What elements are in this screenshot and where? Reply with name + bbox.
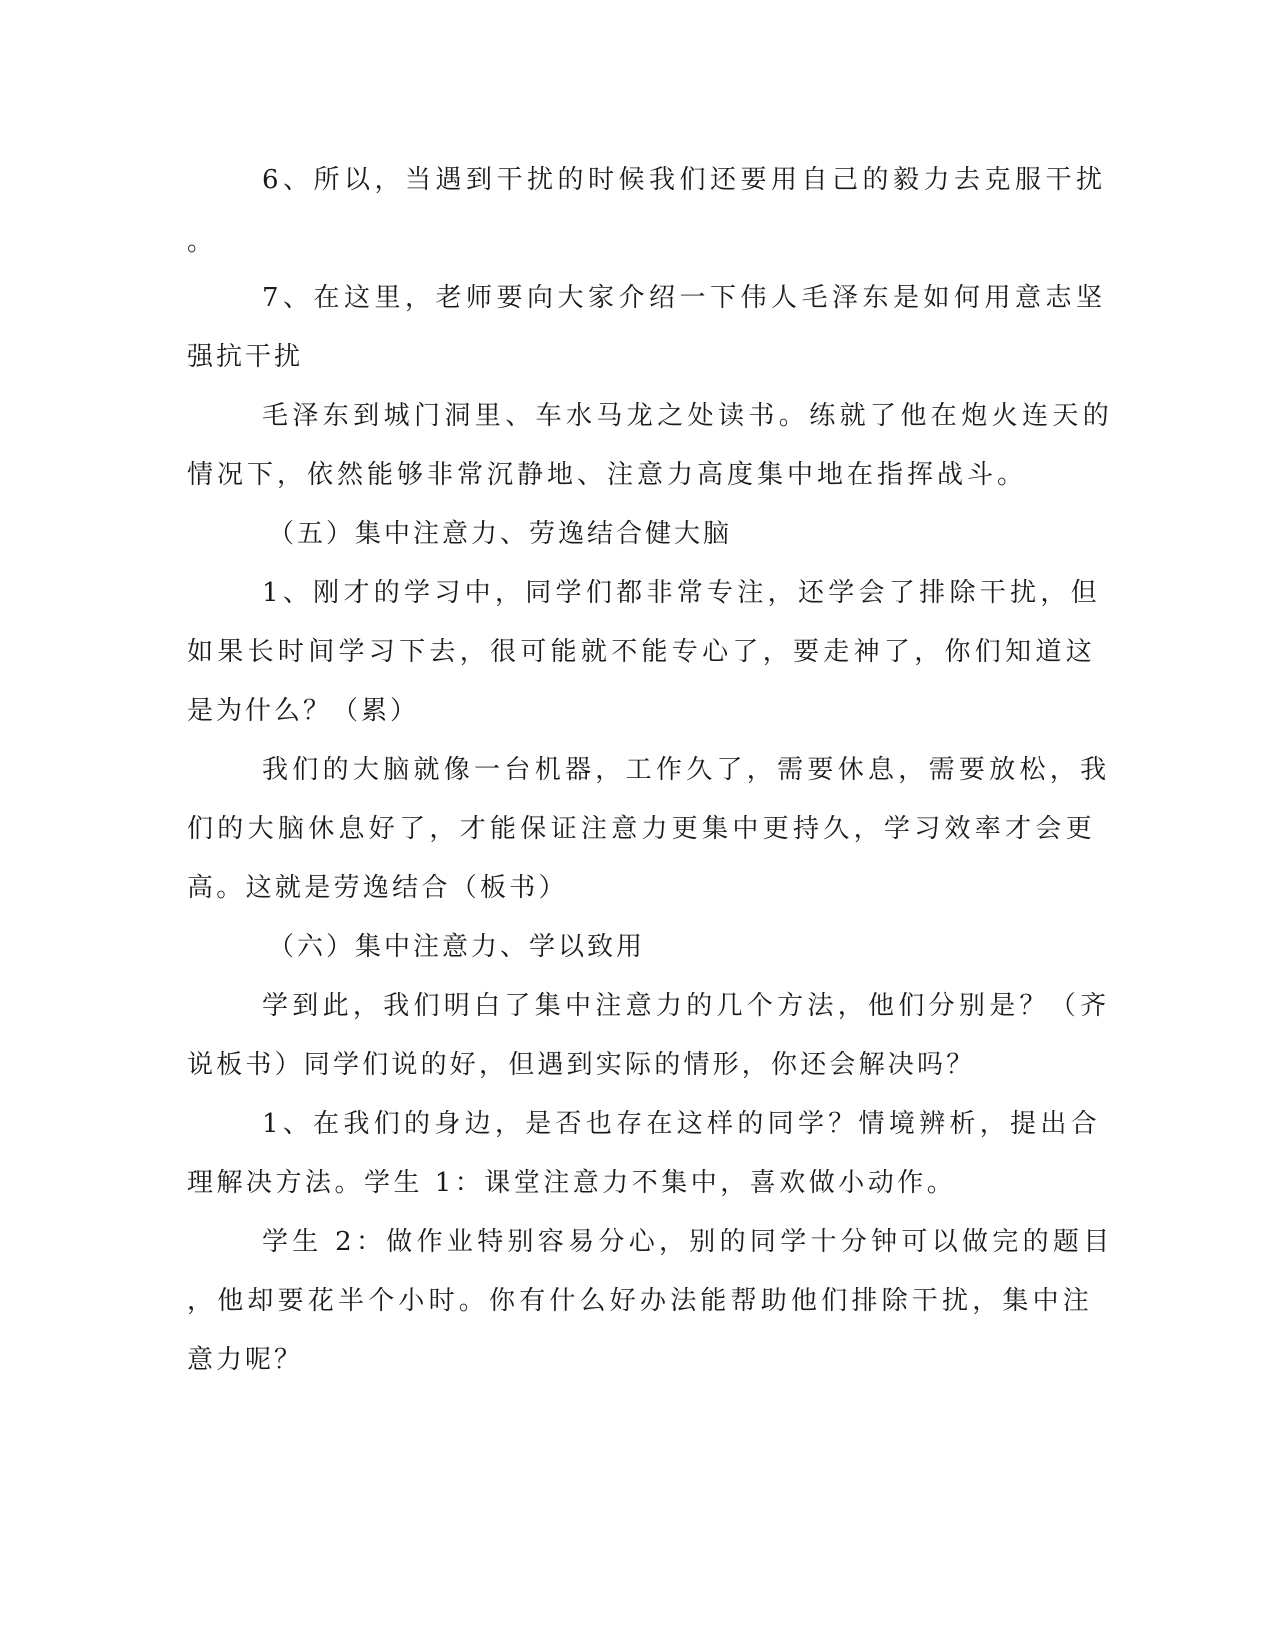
heading-text: （六）集中注意力、学以致用 xyxy=(268,932,646,962)
line-text: 是为什么？（累） xyxy=(187,696,420,726)
paragraph-line xyxy=(0,160,1275,200)
paragraph-line xyxy=(0,1104,1275,1144)
paragraph-line xyxy=(0,868,1275,908)
line-text: 毛泽东到城门洞里、车水马龙之处读书。练就了他在炮火连天的 xyxy=(262,401,1114,431)
paragraph-line xyxy=(0,809,1275,849)
paragraph-line xyxy=(0,986,1275,1026)
line-text: 1、在我们的身边，是否也存在这样的同学？情境辨析，提出合 xyxy=(262,1109,1101,1139)
line-text: 们的大脑休息好了，才能保证注意力更集中更持久，学习效率才会更 xyxy=(187,814,1097,844)
paragraph-line xyxy=(0,455,1275,495)
line-text: 6、所以，当遇到干扰的时候我们还要用自己的毅力去克服干扰 xyxy=(262,165,1107,195)
paragraph-line xyxy=(0,1281,1275,1321)
line-text: 高。这就是劳逸结合（板书） xyxy=(187,873,568,903)
line-text: 学到此，我们明白了集中注意力的几个方法，他们分别是？（齐 xyxy=(262,991,1111,1021)
section-heading xyxy=(0,514,1275,554)
paragraph-line xyxy=(0,337,1275,377)
section-heading xyxy=(0,927,1275,967)
paragraph-line xyxy=(0,278,1275,318)
line-text: 说板书）同学们说的好，但遇到实际的情形，你还会解决吗？ xyxy=(187,1050,976,1080)
line-text: ，他却要花半个小时。你有什么好办法能帮助他们排除干扰，集中注 xyxy=(187,1286,1094,1316)
paragraph-line xyxy=(0,1045,1275,1085)
line-text: 1、刚才的学习中，同学们都非常专注，还学会了排除干扰，但 xyxy=(262,578,1101,608)
line-text: 意力呢？ xyxy=(187,1345,304,1375)
heading-text: （五）集中注意力、劳逸结合健大脑 xyxy=(268,519,733,549)
line-text: 理解决方法。学生 1：课堂注意力不集中，喜欢做小动作。 xyxy=(187,1168,957,1198)
line-text: 强抗干扰 xyxy=(187,342,304,372)
paragraph-line xyxy=(0,632,1275,672)
line-text: 我们的大脑就像一台机器，工作久了，需要休息，需要放松，我 xyxy=(262,755,1111,785)
paragraph-line xyxy=(0,691,1275,731)
line-text: 情况下，依然能够非常沉静地、注意力高度集中地在指挥战斗。 xyxy=(187,460,1028,490)
line-text: 7、在这里，老师要向大家介绍一下伟人毛泽东是如何用意志坚 xyxy=(262,283,1107,313)
paragraph-line xyxy=(0,1163,1275,1203)
paragraph-line xyxy=(0,573,1275,613)
paragraph-line xyxy=(0,1222,1275,1262)
paragraph-line xyxy=(0,396,1275,436)
line-text: 学生 2：做作业特别容易分心，别的同学十分钟可以做完的题目 xyxy=(262,1227,1114,1257)
paragraph-line xyxy=(0,1340,1275,1380)
line-text: 。 xyxy=(187,227,215,257)
line-text: 如果长时间学习下去，很可能就不能专心了，要走神了，你们知道这 xyxy=(187,637,1097,667)
paragraph-line xyxy=(0,222,1275,262)
paragraph-line xyxy=(0,750,1275,790)
